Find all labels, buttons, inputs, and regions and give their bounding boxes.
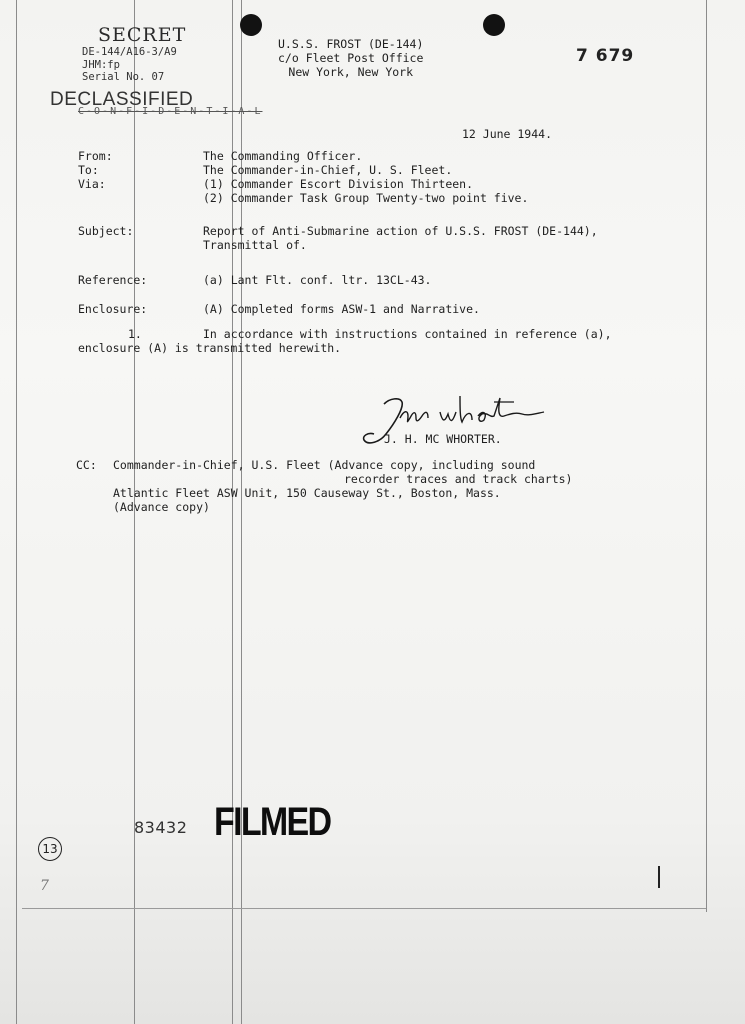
paragraph-line: enclosure (A) is transmitted herewith.	[78, 341, 342, 355]
cc-line: (Advance copy)	[113, 500, 210, 514]
struck-classification: C-O-N-F-I-D-E-N-T-I-A-L	[78, 106, 263, 117]
margin-tick	[658, 866, 660, 888]
file-code: JHM:fp	[82, 58, 120, 71]
circled-number: 13	[38, 837, 62, 861]
routing-label: From:	[78, 149, 113, 163]
scan-line	[16, 0, 17, 1024]
subject-line: Report of Anti-Submarine action of U.S.S. FROST (DE-144),	[203, 224, 598, 238]
enclosure-value: (A) Completed forms ASW-1 and Narrative.	[203, 302, 480, 316]
address-line: U.S.S. FROST (DE-144)	[278, 37, 424, 51]
routing-value: The Commanding Officer.	[203, 149, 363, 163]
ship-address	[278, 37, 423, 79]
routing-label: Via:	[78, 177, 106, 191]
cc-line: recorder traces and track charts)	[344, 472, 573, 486]
subject-block	[78, 224, 598, 252]
document-number: 7 679	[576, 46, 635, 66]
routing-value: (2) Commander Task Group Twenty-two point five.	[203, 191, 529, 205]
punch-hole	[240, 14, 262, 36]
serial-stamp: 83432	[134, 818, 188, 837]
routing-label	[78, 191, 203, 205]
file-code: DE-144/A16-3/A9	[82, 46, 177, 58]
declassified-stamp: DECLASSIFIED	[50, 89, 194, 110]
reference-value: (a) Lant Flt. conf. ltr. 13CL-43.	[203, 273, 432, 287]
routing-row	[78, 177, 528, 191]
paragraph-line: In accordance with instructions contained in reference (a),	[203, 327, 612, 341]
reference-block	[78, 273, 431, 287]
letter-date: 12 June 1944.	[462, 127, 553, 141]
routing-row	[78, 149, 528, 163]
handwritten-mark: 7	[40, 878, 49, 894]
routing-label: To:	[78, 163, 99, 177]
address-line: c/o Fleet Post Office	[278, 51, 424, 65]
routing-block	[78, 149, 528, 205]
filmed-stamp: FILMED	[214, 800, 331, 844]
classification-heading: SECRET	[98, 24, 187, 46]
scan-line	[22, 908, 707, 909]
routing-row	[78, 191, 528, 205]
serial-number: Serial No. 07	[82, 71, 165, 83]
scan-line	[706, 0, 707, 912]
address-line: New York, New York	[288, 65, 414, 79]
routing-row	[78, 163, 528, 177]
enclosure-block	[78, 302, 480, 316]
enclosure-label: Enclosure:	[78, 302, 148, 316]
reference-label: Reference:	[78, 273, 148, 287]
body-paragraph	[78, 327, 612, 355]
paragraph-number: 1.	[128, 327, 142, 341]
subject-line: Transmittal of.	[203, 238, 307, 252]
file-codes	[82, 46, 177, 84]
routing-value: The Commander-in-Chief, U. S. Fleet.	[203, 163, 453, 177]
cc-line: Commander-in-Chief, U.S. Fleet (Advance copy, including sound	[113, 458, 536, 472]
routing-value: (1) Commander Escort Division Thirteen.	[203, 177, 474, 191]
subject-label: Subject:	[78, 224, 134, 238]
cc-line: Atlantic Fleet ASW Unit, 150 Causeway St., Boston, Mass.	[113, 486, 501, 500]
cc-label: CC:	[76, 458, 97, 472]
signer-name: J. H. MC WHORTER.	[384, 432, 502, 446]
cc-block	[76, 458, 572, 514]
punch-hole	[483, 14, 505, 36]
